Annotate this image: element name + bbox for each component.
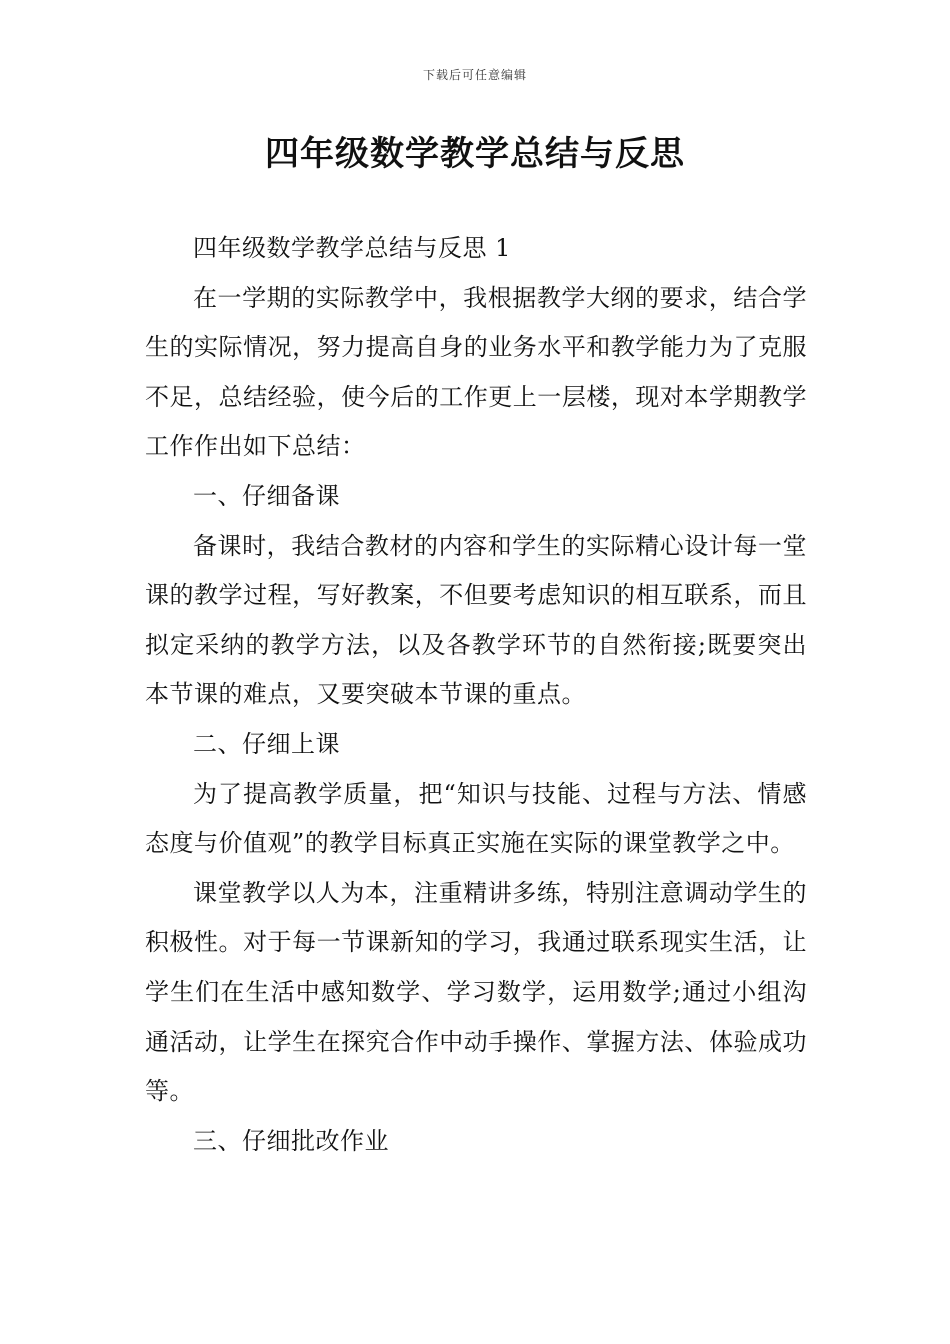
document-body (145, 224, 807, 1166)
page-header-note: 下载后可任意编辑 (422, 68, 527, 82)
teaching-paragraph-1: 为了提高教学质量，把“知识与技能、过程与方法、情感态度与价值观”的教学目标真正实施在实际的课堂教学之中。 (145, 779, 807, 858)
teaching-paragraph-2: 课堂教学以人为本，注重精讲多练，特别注意调动学生的积极性。对于每一节课新知的学习，我通过联系现实生活，让学生们在生活中感知数学、学习数学，运用数学;通过小组沟通活动，让学生在探究合作中动手操作、掌握方法、体验成功等。 (145, 878, 807, 1106)
document-title: 四年级数学教学总结与反思 (265, 134, 685, 174)
intro-paragraph: 在一学期的实际教学中，我根据教学大纲的要求，结合学生的实际情况，努力提高自身的业务水平和教学能力为了克服不足，总结经验，使今后的工作更上一层楼，现对本学期教学工作作出如下总结： (145, 283, 807, 461)
subtitle-paragraph: 四年级数学教学总结与反思 1 (193, 234, 511, 262)
lesson-prep-paragraph: 备课时，我结合教材的内容和学生的实际精心设计每一堂课的教学过程，写好教案，不但要考虑知识的相互联系，而且拟定采纳的教学方法，以及各教学环节的自然衔接;既要突出本节课的难点，又要突破本节课的重点。 (145, 531, 807, 709)
section-heading-lesson-prep: 一、仔细备课 (193, 481, 340, 510)
section-heading-homework: 三、仔细批改作业 (193, 1126, 389, 1155)
section-heading-teaching: 二、仔细上课 (193, 729, 340, 758)
